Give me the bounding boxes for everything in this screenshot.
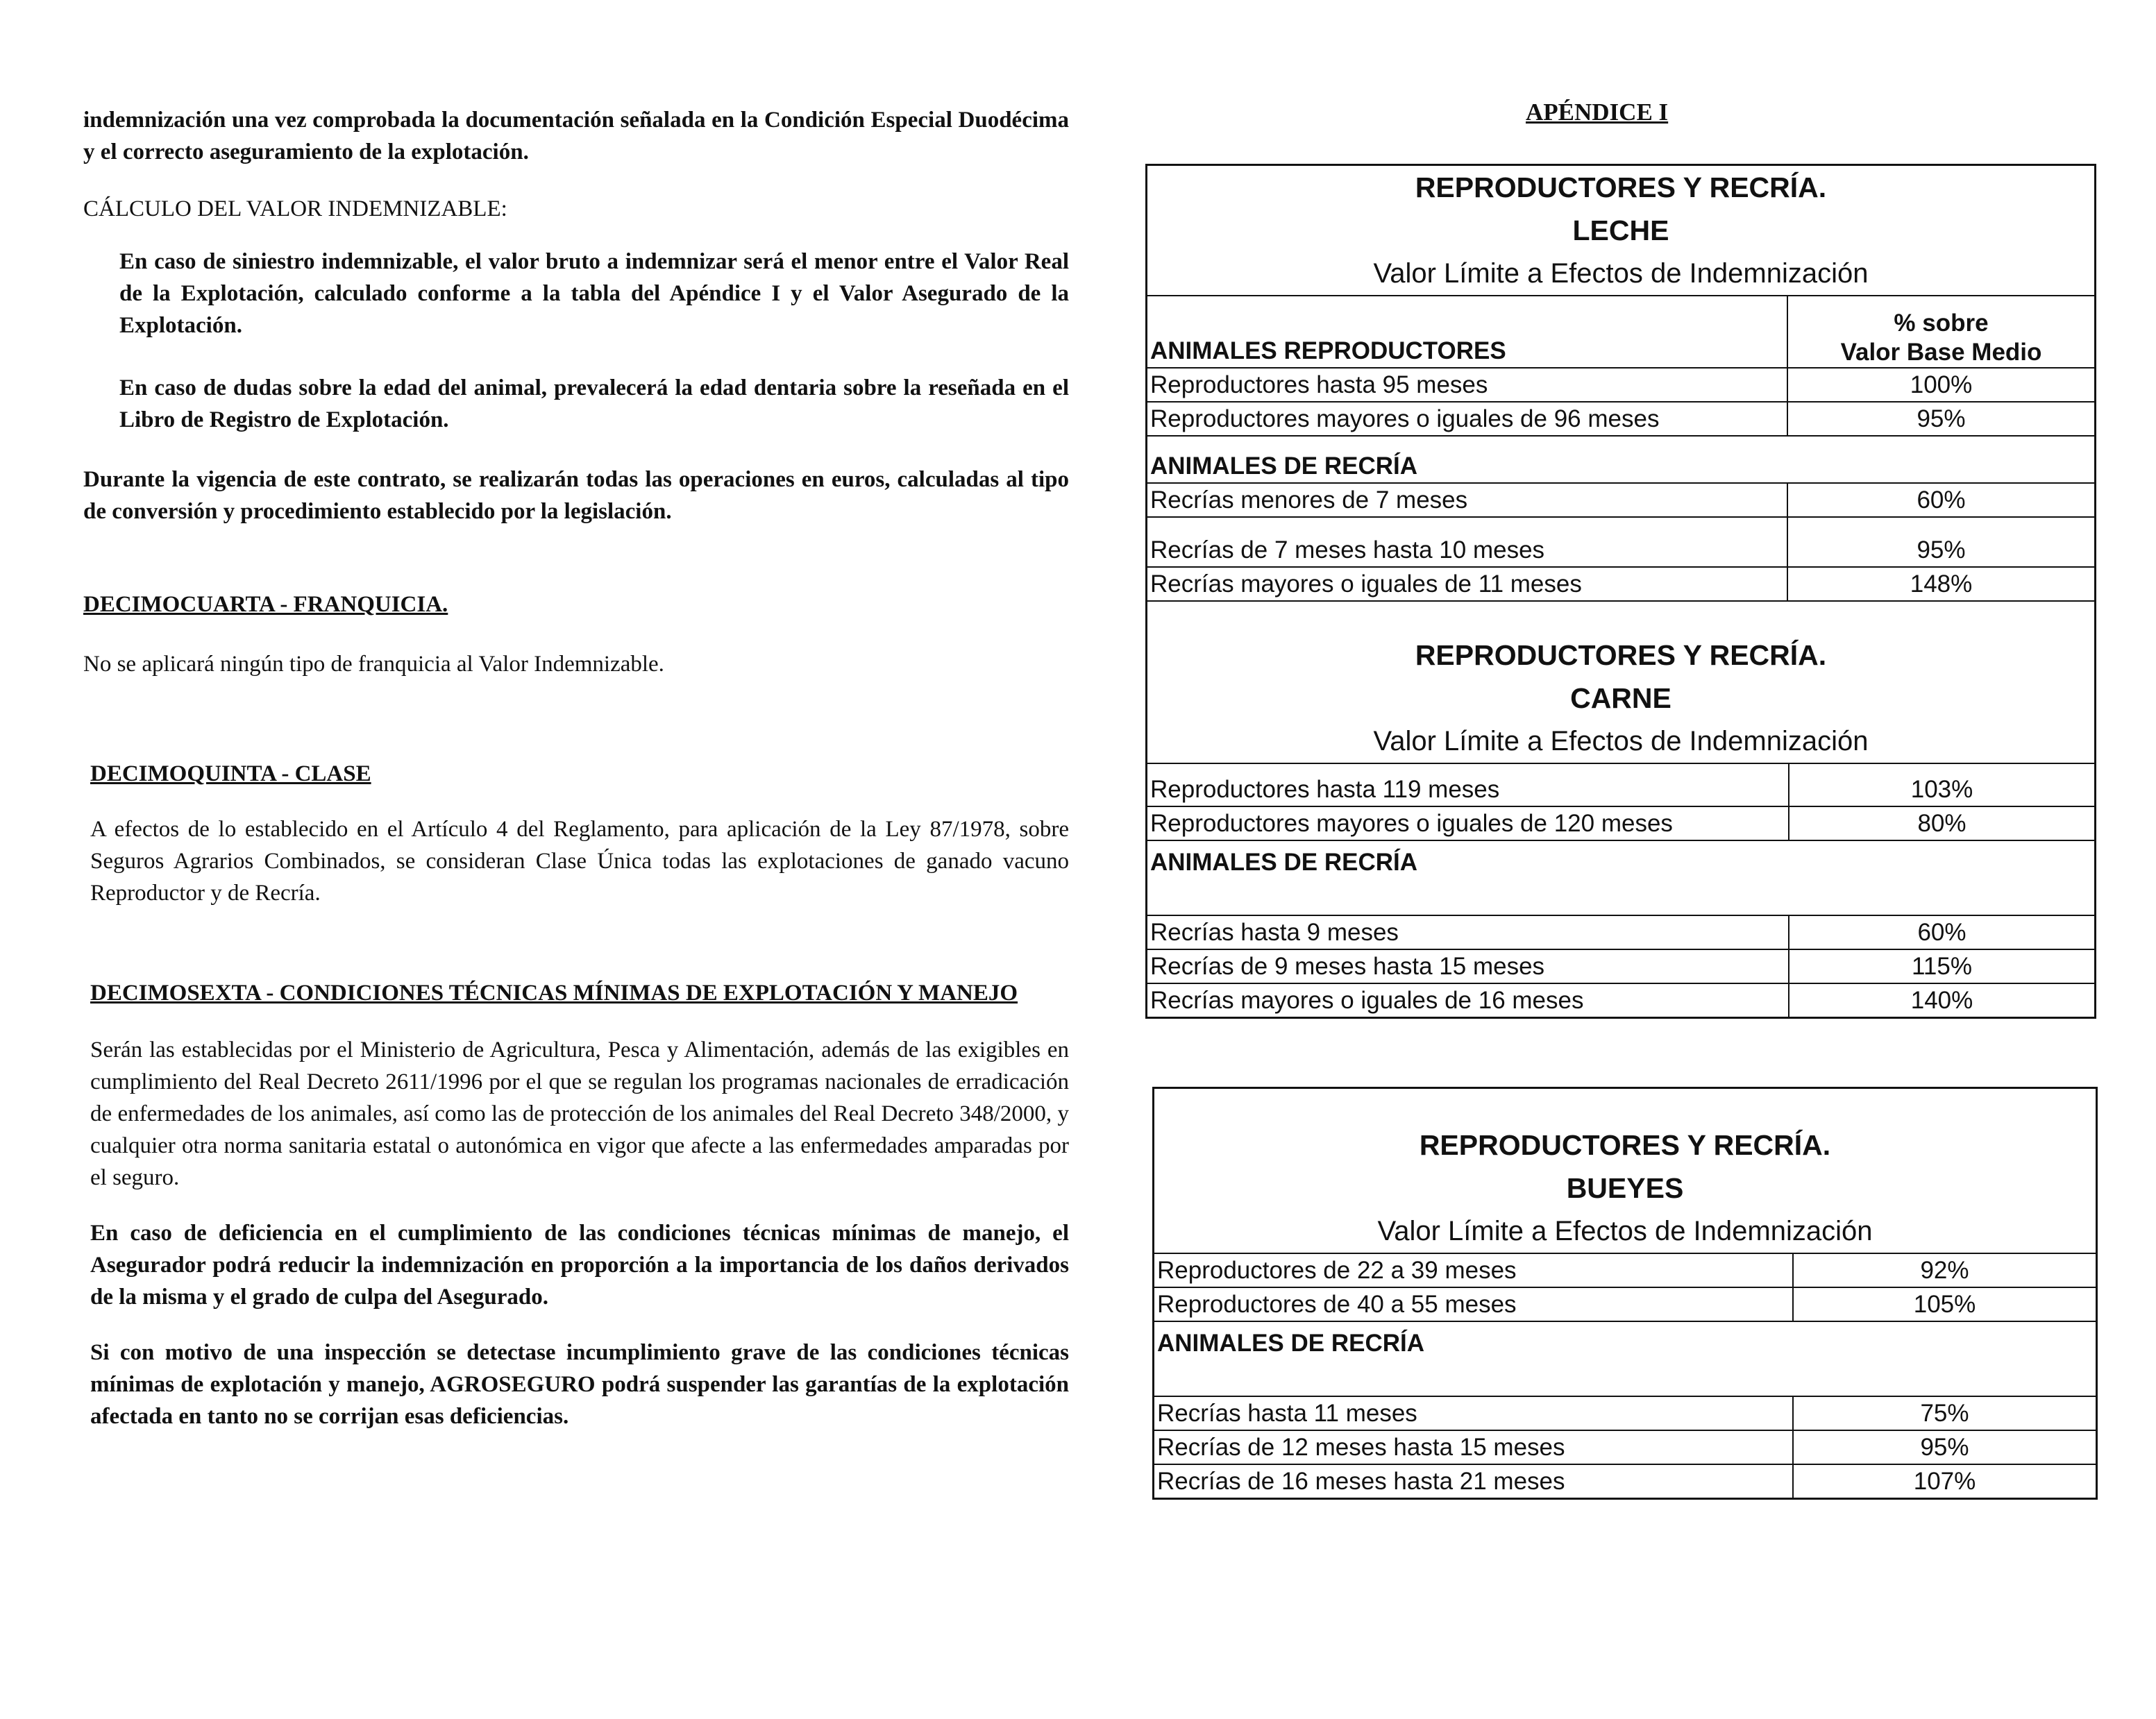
inspeccion-paragraph: Si con motivo de una inspección se detectase incumplimiento grave de las condiciones técnicas mínimas de explotación y manejo, AGROSEGURO podrá suspender las garantías de la explotación afectada en tanto no se corrijan esas deficiencias. [90,1340,1069,1429]
row-label: Recrías hasta 9 meses [1147,915,1789,949]
leche-title [1147,166,2094,296]
bueyes-table [1154,1254,2096,1498]
leche-table [1147,296,2094,600]
section-label: ANIMALES DE RECRÍA [1147,436,2094,483]
condiciones-paragraph: Serán las establecidas por el Ministerio de Agricultura, Pesca y Alimentación, además de las exigibles en cumplimiento del Real Decreto 2611/1996 por el que se regulan los programas nacionales de erradicación de enfermedades de los animales, así como las de protección de los animales del Real Decreto 348/2000, y cualquier otra norma sanitaria estatal o autonómica en vigor que afecte a las enfermedades amparadas por el seguro. [90,1038,1069,1190]
carne-subtitle: Valor Límite a Efectos de Indemnización [1373,726,1869,756]
table-row [1154,1464,2096,1498]
row-value: 115% [1789,949,2094,983]
row-label: Recrías de 16 meses hasta 21 meses [1154,1464,1793,1498]
bueyes-title-line2: BUEYES [1566,1172,1684,1204]
leche-col-value [1787,296,2094,368]
row-value: 60% [1789,915,2094,949]
table-bueyes [1152,1087,2098,1500]
appendix-title: APÉNDICE I [1526,99,1669,126]
table-row [1147,517,2094,567]
row-label: Recrías de 12 meses hasta 15 meses [1154,1430,1793,1464]
row-value: 95% [1787,402,2094,436]
section-label: ANIMALES DE RECRÍA [1154,1321,2096,1396]
bueyes-title [1154,1089,2096,1254]
carne-title-line1: REPRODUCTORES Y RECRÍA. [1415,639,1827,671]
row-value: 75% [1793,1396,2096,1430]
left-column [83,104,1069,1432]
table-row [1147,402,2094,436]
table-row [1147,483,2094,517]
row-value: 92% [1793,1254,2096,1287]
row-label: Reproductores mayores o iguales de 120 meses [1147,806,1789,840]
calc-heading: CÁLCULO DEL VALOR INDEMNIZABLE: [83,196,507,221]
table-row [1154,1396,2096,1430]
row-label: Reproductores hasta 95 meses [1147,368,1787,402]
row-label: Recrías menores de 7 meses [1147,483,1787,517]
clase-paragraph: A efectos de lo establecido en el Artículo 4 del Reglamento, para aplicación de la Ley 87/1978, sobre Seguros Agrarios Combinados, se consideran Clase Única todas las explotaciones de ganado vacuno Reproductor y de Recría. [90,817,1069,906]
leche-col-value-line2: Valor Base Medio [1840,339,2042,366]
row-label: Recrías mayores o iguales de 11 meses [1147,567,1787,600]
franquicia-paragraph: No se aplicará ningún tipo de franquicia al Valor Indemnizable. [83,652,664,677]
leche-col-label: ANIMALES REPRODUCTORES [1147,296,1787,368]
row-value: 95% [1787,517,2094,567]
table-row [1147,806,2094,840]
row-value: 80% [1789,806,2094,840]
table-row [1147,949,2094,983]
bueyes-title-line1: REPRODUCTORES Y RECRÍA. [1419,1129,1831,1161]
carne-table [1147,764,2094,1017]
row-label: Recrías de 7 meses hasta 10 meses [1147,517,1787,567]
doubts-paragraph: En caso de dudas sobre la edad del animal, prevalecerá la edad dentaria sobre la reseñada en el Libro de Registro de Explotación. [119,375,1069,432]
row-label: Reproductores hasta 119 meses [1147,764,1789,806]
section-decimoquinta-heading: DECIMOQUINTA - CLASE [90,761,371,786]
table-row [1154,1430,2096,1464]
section-decimosexta-heading: DECIMOSEXTA - CONDICIONES TÉCNICAS MÍNIMAS DE EXPLOTACIÓN Y MANEJO [90,981,1018,1006]
row-value: 107% [1793,1464,2096,1498]
intro-paragraph: indemnización una vez comprobada la documentación señalada en la Condición Especial Duodécima y el correcto aseguramiento de la explotación. [83,108,1069,164]
leche-title-line2: LECHE [1572,214,1669,246]
carne-title-line2: CARNE [1570,682,1671,714]
row-label: Recrías mayores o iguales de 16 meses [1147,983,1789,1017]
table-row [1147,915,2094,949]
row-value: 105% [1793,1287,2096,1321]
row-label: Reproductores de 22 a 39 meses [1154,1254,1793,1287]
row-value: 100% [1787,368,2094,402]
euros-paragraph: Durante la vigencia de este contrato, se realizarán todas las operaciones en euros, calculadas al tipo de conversión y procedimiento establecido por la legislación. [83,467,1069,524]
table-row [1147,567,2094,600]
section-label: ANIMALES DE RECRÍA [1147,840,2094,915]
table-row [1154,1287,2096,1321]
section-decimocuarta-heading: DECIMOCUARTA - FRANQUICIA. [83,592,448,617]
row-label: Recrías de 9 meses hasta 15 meses [1147,949,1789,983]
leche-subtitle: Valor Límite a Efectos de Indemnización [1373,258,1869,289]
row-value: 140% [1789,983,2094,1017]
row-label: Reproductores de 40 a 55 meses [1154,1287,1793,1321]
row-value: 60% [1787,483,2094,517]
row-value: 103% [1789,764,2094,806]
table-row [1154,1254,2096,1287]
row-value: 95% [1793,1430,2096,1464]
carne-title [1147,600,2094,764]
table-leche-carne [1145,164,2096,1019]
row-label: Recrías hasta 11 meses [1154,1396,1793,1430]
table-row [1147,764,2094,806]
leche-col-value-line1: % sobre [1894,310,1989,337]
row-value: 148% [1787,567,2094,600]
row-label: Reproductores mayores o iguales de 96 meses [1147,402,1787,436]
bueyes-subtitle: Valor Límite a Efectos de Indemnización [1377,1216,1873,1246]
table-row [1147,983,2094,1017]
table-row [1147,368,2094,402]
deficiencia-paragraph: En caso de deficiencia en el cumplimiento de las condiciones técnicas mínimas de manejo, el Asegurador podrá reducir la indemnización en proporción a la importancia de los daños derivados de la misma y el grado de culpa del Asegurado. [90,1221,1069,1310]
leche-title-line1: REPRODUCTORES Y RECRÍA. [1415,171,1827,203]
calc-paragraph: En caso de siniestro indemnizable, el valor bruto a indemnizar será el menor entre el Valor Real de la Explotación, calculado conforme a la tabla del Apéndice I y el Valor Asegurado de la Explotación. [119,249,1069,338]
